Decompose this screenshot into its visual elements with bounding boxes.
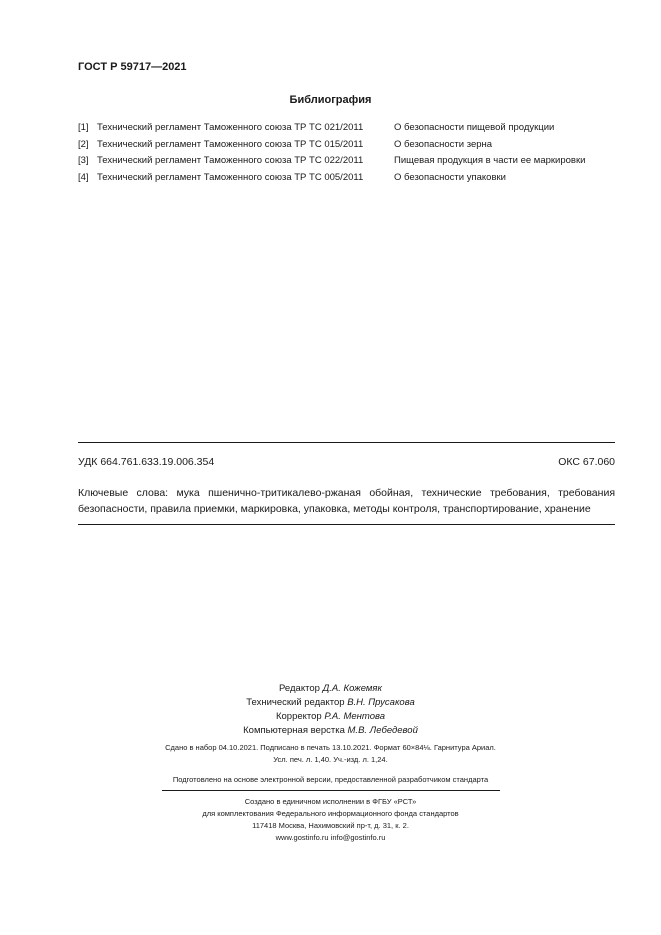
- credit-name: Д.А. Кожемяк: [322, 683, 382, 694]
- credit-line: [0, 724, 661, 738]
- bibliography-reference: Технический регламент Таможенного союза ТР ТС 005/2011: [97, 171, 364, 183]
- publisher-line: для комплектования Федерального информационного фонда стандартов: [202, 809, 459, 818]
- credit-name: Р.А. Ментова: [324, 711, 386, 722]
- bibliography-item: [78, 172, 638, 189]
- udk-code: УДК 664.761.633.19.006.354: [78, 456, 215, 468]
- print-info-line: Усл. печ. л. 1,40. Уч.-изд. л. 1,24.: [273, 755, 388, 764]
- publisher-line: Создано в единичном исполнении в ФГБУ «РСТ»: [244, 797, 417, 806]
- bibliography-reference: Технический регламент Таможенного союза ТР ТС 015/2011: [97, 138, 364, 150]
- credit-name: М.В. Лебедевой: [347, 725, 418, 736]
- bibliography-list: [78, 122, 638, 188]
- oks-code: ОКС 67.060: [558, 456, 615, 468]
- bibliography-item: [78, 155, 638, 172]
- divider-top: [78, 442, 615, 443]
- bibliography-item: [78, 139, 638, 156]
- keywords-text: Ключевые слова: мука пшенично-тритикалево-ржаная обойная, технические требования, требования безопасности, правила приемки, маркировка, упаковка, методы контроля, транспортирование, хранение: [78, 487, 615, 515]
- publisher-info: [0, 796, 661, 844]
- credit-role: Компьютерная верстка: [243, 725, 345, 736]
- credit-line: [0, 710, 661, 724]
- bibliography-number: [3]: [78, 155, 89, 166]
- credit-role: Редактор: [279, 683, 320, 694]
- credit-role: Корректор: [275, 711, 322, 722]
- credit-role: Технический редактор: [246, 697, 345, 708]
- prepared-note: Подготовлено на основе электронной версии, предоставленной разработчиком стандарта: [172, 775, 489, 784]
- bibliography-item-title: О безопасности зерна: [394, 138, 493, 150]
- bibliography-item-title: Пищевая продукция в части ее маркировки: [394, 155, 586, 166]
- credits-block: [0, 682, 661, 738]
- divider-bottom: [78, 524, 615, 525]
- divider-publisher: [162, 790, 500, 791]
- publisher-line: www.gostinfo.ru info@gostinfo.ru: [275, 833, 386, 842]
- credit-line: [0, 696, 661, 710]
- bibliography-number: [1]: [78, 122, 89, 133]
- bibliography-title: Библиография: [289, 94, 372, 106]
- bibliography-reference: Технический регламент Таможенного союза ТР ТС 021/2011: [97, 122, 364, 133]
- bibliography-number: [2]: [78, 138, 89, 150]
- print-info: [0, 742, 661, 766]
- bibliography-item: [78, 122, 638, 139]
- bibliography-reference: Технический регламент Таможенного союза ТР ТС 022/2011: [97, 155, 364, 166]
- credit-line: [0, 682, 661, 696]
- publisher-line: 117418 Москва, Нахимовский пр-т, д. 31, к. 2.: [252, 821, 409, 830]
- bibliography-number: [4]: [78, 171, 89, 183]
- bibliography-item-title: О безопасности упаковки: [394, 171, 506, 183]
- bibliography-item-title: О безопасности пищевой продукции: [394, 122, 555, 133]
- credit-name: В.Н. Прусакова: [347, 697, 415, 708]
- document-code: ГОСТ Р 59717—2021: [78, 61, 187, 73]
- print-info-line: Сдано в набор 04.10.2021. Подписано в печать 13.10.2021. Формат 60×84⅛. Гарнитура Ариал.: [165, 743, 496, 752]
